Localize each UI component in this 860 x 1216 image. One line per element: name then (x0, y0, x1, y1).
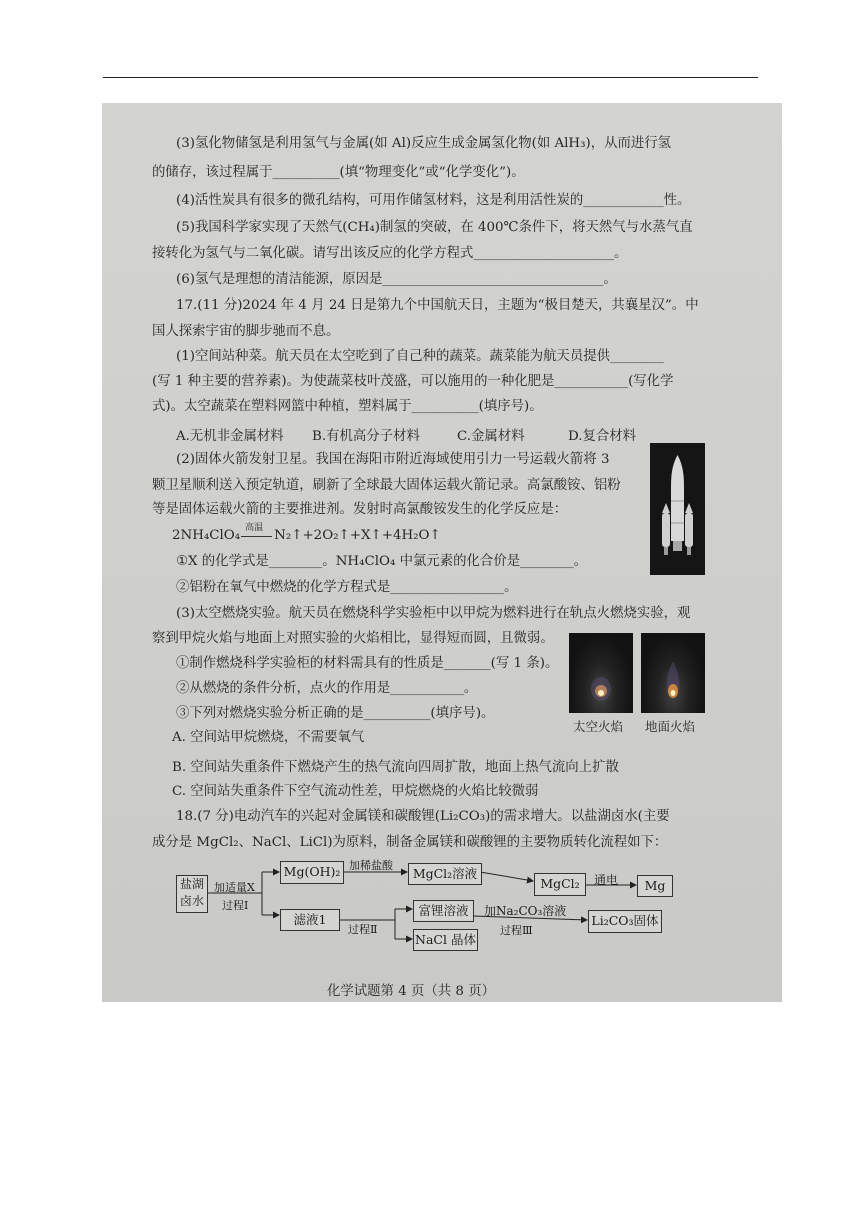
filtrate-1-box: 滤液1 (280, 909, 340, 931)
equation-left: 2NH₄ClO₄ (172, 528, 241, 543)
text-line: 等是固体运载火箭的主要推进剂。发射时高氯酸铵发生的化学反应是： (152, 502, 568, 517)
text-line: 式)。太空蔬菜在塑料网篮中种植，塑料属于__________(填序号)。 (152, 399, 543, 414)
li-rich-solution-box: 富锂溶液 (413, 900, 474, 922)
add-na2co3-label: 加Na₂CO₃溶液 (484, 904, 567, 918)
brine-label-2: 卤水 (179, 894, 204, 908)
process-1-label: 过程Ⅰ (222, 899, 249, 912)
text-line: (3)氢化物储氢是利用氢气与金属(如 Al)反应生成金属氢化物(如 AlH₃)，从而进行氢 (176, 136, 672, 151)
text-line: (1)空间站种菜。航天员在太空吃到了自己种的蔬菜。蔬菜能为航天员提供________ (176, 349, 664, 364)
text-line: 接转化为氢气与二氧化碳。请写出该反应的化学方程式_____________________。 (152, 246, 628, 261)
electrolysis-label: 通电 (594, 873, 619, 887)
text-line: (4)活性炭具有很多的微孔结构，可用作储氢材料，这是利用活性炭的____________性。 (176, 193, 691, 208)
text-line: (3)太空燃烧实验。航天员在燃烧科学实验柜中以甲烷为燃料进行在轨点火燃烧实验，观 (176, 606, 691, 621)
text-line: (6)氢气是理想的清洁能源，原因是_________________________________。 (176, 272, 617, 287)
option-d: D.复合材料 (568, 429, 637, 444)
process-2-label: 过程Ⅱ (348, 923, 378, 936)
add-x-label: 加适量X (214, 881, 255, 894)
brine-box (176, 875, 208, 913)
exam-page-photo (102, 103, 782, 1002)
text-line: ①X 的化学式是________。NH₄ClO₄ 中氯元素的化合价是________。 (176, 554, 588, 569)
text-line: ②从燃烧的条件分析，点火的作用是___________。 (176, 681, 478, 696)
li2co3-solid-box: Li₂CO₃固体 (588, 910, 662, 933)
ground-flame-caption: 地面火焰 (645, 719, 696, 734)
option-b: B.有机高分子材料 (312, 429, 420, 444)
option-c: C.金属材料 (457, 429, 525, 444)
question-17-title: 17.(11 分)2024 年 4 月 24 日是第九个中国航天日，主题为“极目楚天，共襄星汉”。中 (176, 298, 699, 313)
add-hcl-label: 加稀盐酸 (349, 859, 393, 872)
text-line: (5)我国科学家实现了天然气(CH₄)制氢的突破，在 400℃条件下，将天然气与水蒸气直 (176, 220, 693, 235)
text-line: ①制作燃烧科学实验柜的材料需具有的性质是_______(写 1 条)。 (176, 656, 559, 671)
text-line: B. 空间站失重条件下燃烧产生的热气流向四周扩散，地面上热气流向上扩散 (172, 760, 619, 775)
equation-condition: 高温 (245, 522, 264, 533)
text-line: A. 空间站甲烷燃烧，不需要氧气 (172, 730, 365, 745)
header-rule (103, 77, 758, 78)
text-line: (写 1 种主要的营养素)。为使蔬菜枝叶茂盛，可以施用的一种化肥是___________(写化学 (152, 374, 674, 389)
equation-right: N₂↑+2O₂↑+X↑+4H₂O↑ (274, 528, 441, 543)
page-footer: 化学试题第 4 页（共 8 页） (327, 984, 495, 999)
text-line: 国人探索宇宙的脚步驰而不息。 (152, 324, 340, 339)
mgcl2-solution-box: MgCl₂溶液 (408, 863, 482, 885)
text-line: 颗卫星顺利送入预定轨道，刷新了全球最大固体运载火箭记录。高氯酸铵、铝粉 (152, 478, 621, 493)
text-line: 的储存，该过程属于__________(填“物理变化”或“化学变化”)。 (152, 165, 525, 180)
text-line: 成分是 MgCl₂、NaCl、LiCl)为原料，制备金属镁和碳酸锂的主要物质转化流程如下： (152, 835, 668, 850)
text-line: ③下列对燃烧实验分析正确的是__________(填序号)。 (176, 706, 495, 721)
text-line: C. 空间站失重条件下空气流动性差，甲烷燃烧的火焰比较微弱 (172, 784, 539, 799)
option-a: A.无机非金属材料 (176, 429, 284, 444)
nacl-crystal-box: NaCl 晶体 (413, 929, 478, 951)
text-line: (2)固体火箭发射卫星。我国在海阳市附近海域使用引力一号运载火箭将 3 (176, 452, 610, 467)
text-line: 察到甲烷火焰与地面上对照实验的火焰相比，显得短而圆，且微弱。 (152, 631, 554, 646)
text-line: ②铝粉在氧气中燃烧的化学方程式是_________________。 (176, 580, 518, 595)
brine-label-1: 盐湖 (179, 877, 204, 891)
space-flame-caption: 太空火焰 (573, 719, 624, 734)
mg-hydroxide-box: Mg(OH)₂ (280, 861, 344, 884)
question-18-title: 18.(7 分)电动汽车的兴起对金属镁和碳酸锂(Li₂CO₃)的需求增大。以盐湖卤水(主要 (176, 809, 670, 824)
mgcl2-box: MgCl₂ (534, 873, 586, 896)
process-3-label: 过程Ⅲ (500, 924, 533, 937)
mg-box: Mg (637, 875, 673, 897)
